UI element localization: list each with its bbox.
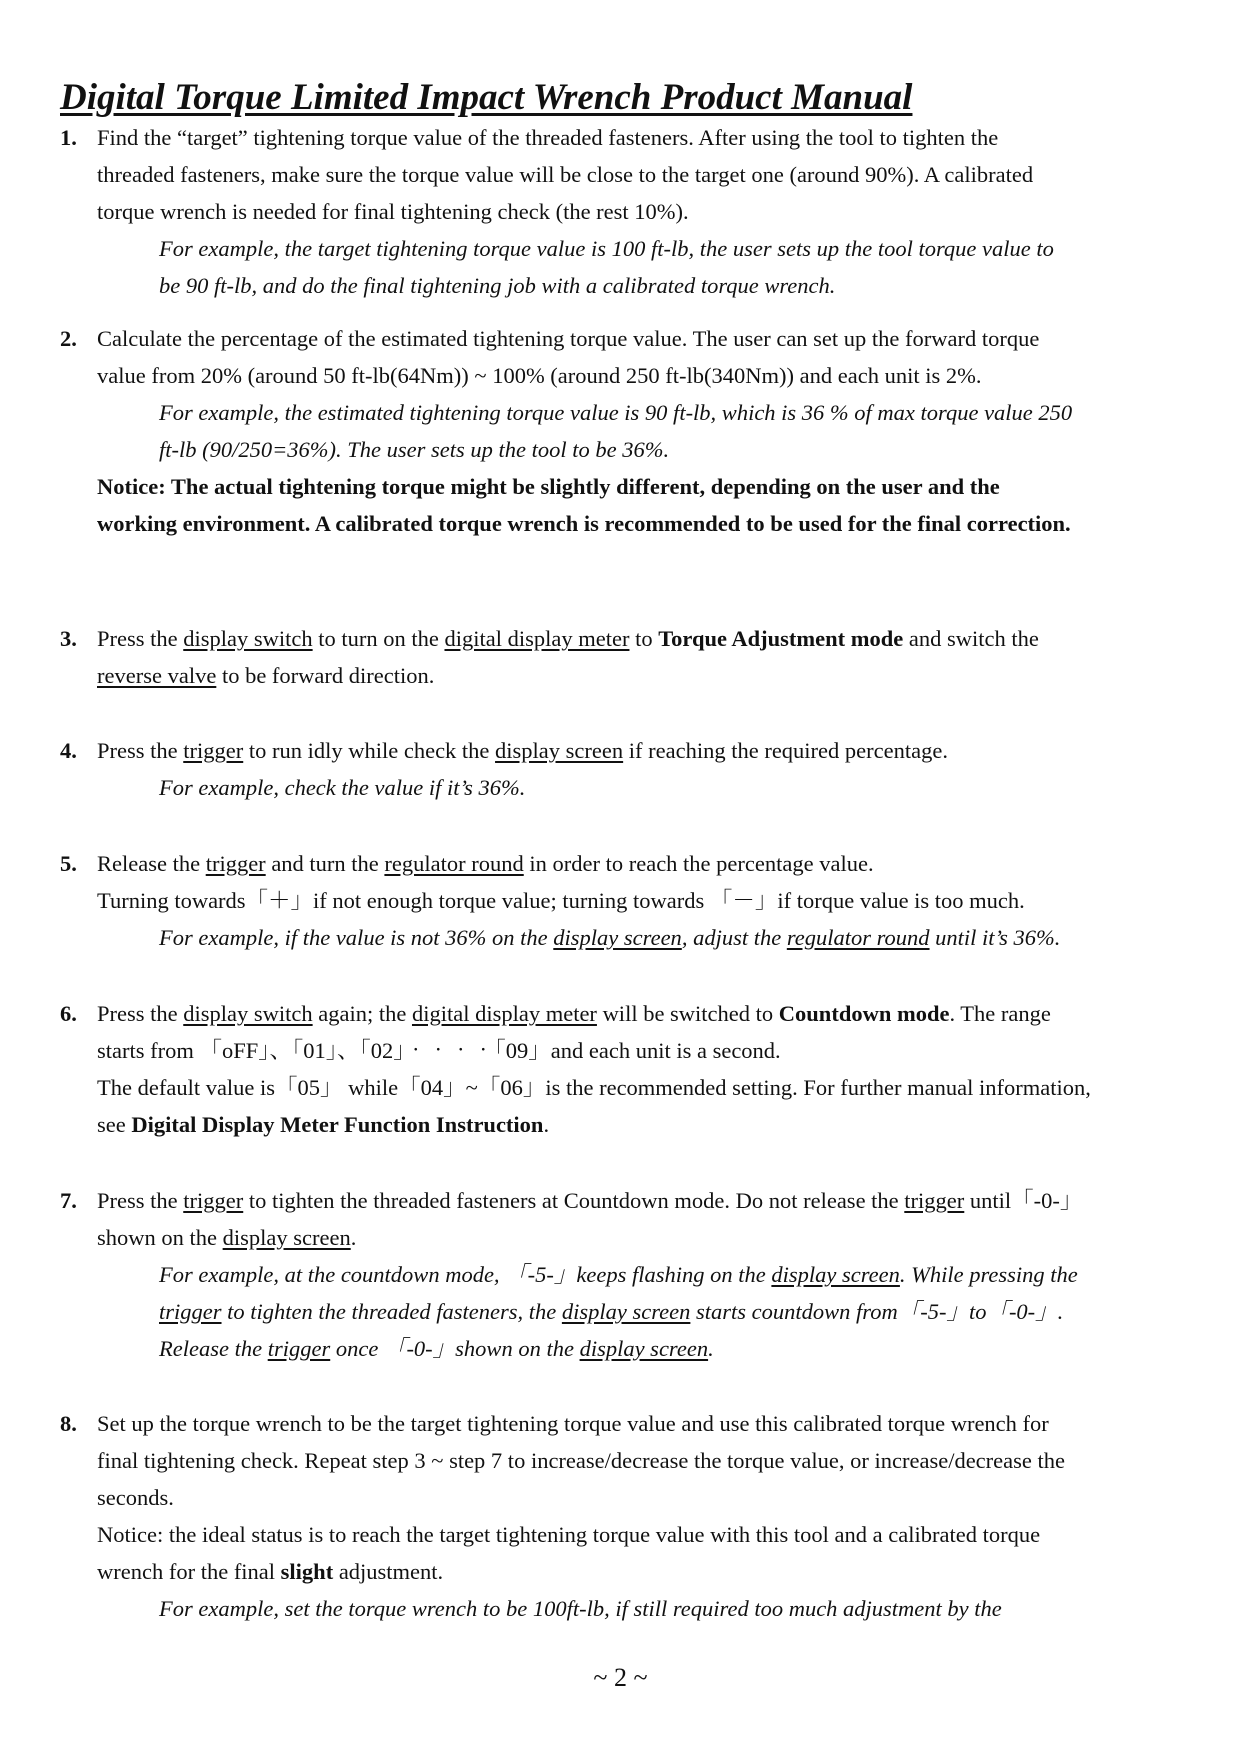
- text-line: torque wrench is needed for final tightening check (the rest 10%).: [97, 199, 689, 224]
- text-line: For example, the estimated tightening torque value is 90 ft-lb, which is 36 % of max torque value 250: [159, 400, 1073, 425]
- step-text: [97, 620, 1190, 694]
- underlined-term: display screen: [495, 738, 624, 763]
- text-run: Release the: [159, 1336, 268, 1361]
- example-text: [159, 919, 1190, 956]
- text-run: For example, if the value is not 36% on the: [159, 925, 554, 950]
- underlined-term: trigger: [267, 1336, 331, 1361]
- text-line: ft-lb (90/250=36%). The user sets up the tool to be 36%.: [159, 437, 670, 462]
- text-line: seconds.: [97, 1485, 174, 1510]
- text-run: once 「-0-」shown on the: [330, 1336, 580, 1361]
- step-text: [97, 845, 1190, 919]
- text-line: The default value is「05」 while「04」~「06」is the recommended setting. For further manual information,: [97, 1075, 1091, 1100]
- text-run: to turn on the: [312, 626, 445, 651]
- underlined-term: display screen: [771, 1262, 900, 1287]
- text-run: to tighten the threaded fasteners, the: [221, 1299, 562, 1324]
- example-text: [159, 1256, 1190, 1367]
- text-run: see: [97, 1112, 132, 1137]
- step-2: [60, 320, 1190, 542]
- text-line: Calculate the percentage of the estimated tightening torque value. The user can set up the forward torque: [97, 326, 1040, 351]
- text-run: Press the: [97, 738, 184, 763]
- text-line: For example, the target tightening torque value is 100 ft-lb, the user sets up the tool torque value to: [159, 236, 1054, 261]
- text-run: until it’s 36%.: [929, 925, 1061, 950]
- bold-term: Countdown mode: [778, 1001, 950, 1026]
- page-number: ~ 2 ~: [593, 1663, 648, 1692]
- text-line: Find the “target” tightening torque value of the threaded fasteners. After using the tool to tighten the: [97, 125, 999, 150]
- underlined-term: trigger: [205, 851, 266, 876]
- text-run: Press the: [97, 1001, 184, 1026]
- step-text: [97, 119, 1190, 230]
- step-6: [60, 995, 1190, 1143]
- step-number: 6.: [60, 1001, 77, 1026]
- step-7: [60, 1182, 1190, 1367]
- underlined-term: trigger: [159, 1299, 222, 1324]
- bold-term: Torque Adjustment mode: [658, 626, 904, 651]
- text-line: [97, 845, 1190, 882]
- underlined-term: reverse valve: [97, 663, 217, 688]
- underlined-term: display screen: [553, 925, 682, 950]
- step-number: 3.: [60, 626, 77, 651]
- text-line: be 90 ft-lb, and do the final tightening job with a calibrated torque wrench.: [159, 273, 836, 298]
- text-run: shown on the: [97, 1225, 223, 1250]
- text-line: [97, 1106, 1190, 1143]
- text-run: to tighten the threaded fasteners at Countdown mode. Do not release the: [243, 1188, 905, 1213]
- text-run: starts countdown from「-5-」to「-0-」.: [690, 1299, 1064, 1324]
- text-line: starts from 「oFF」、「01」、「02」‧‧‧‧「09」and each unit is a second.: [97, 1038, 781, 1063]
- step-number: 1.: [60, 125, 77, 150]
- text-line: [97, 620, 1190, 657]
- text-line: Notice: The actual tightening torque might be slightly different, depending on the user and the: [97, 474, 1000, 499]
- text-line: [97, 1553, 1190, 1590]
- text-run: to be forward direction.: [216, 663, 435, 688]
- step-text: [97, 1182, 1190, 1256]
- bold-term: Digital Display Meter Function Instruction: [131, 1112, 544, 1137]
- notice-text: [97, 468, 1190, 542]
- text-run: to: [629, 626, 659, 651]
- text-line: [97, 1219, 1190, 1256]
- example-text: For example, check the value if it’s 36%.: [159, 775, 526, 800]
- step-1: [60, 119, 1190, 304]
- text-line: [159, 1256, 1190, 1293]
- example-text: [159, 230, 1190, 304]
- text-line: [159, 1293, 1190, 1330]
- underlined-term: regulator round: [384, 851, 524, 876]
- text-run: Press the: [97, 626, 184, 651]
- text-run: again; the: [312, 1001, 412, 1026]
- text-line: [97, 732, 1190, 769]
- text-line: final tightening check. Repeat step 3 ~ step 7 to increase/decrease the torque value, or increase/decrease the: [97, 1448, 1065, 1473]
- text-line: Turning towards「＋」if not enough torque value; turning towards 「－」if torque value is too much.: [97, 888, 1025, 913]
- text-line: working environment. A calibrated torque wrench is recommended to be used for the final correction.: [97, 511, 1071, 536]
- underlined-term: digital display meter: [444, 626, 630, 651]
- step-text: [97, 732, 1190, 769]
- underlined-term: trigger: [904, 1188, 965, 1213]
- text-line: [97, 1182, 1190, 1219]
- example-text: [159, 394, 1190, 468]
- text-run: .: [708, 1336, 714, 1361]
- step-4: [60, 732, 1190, 806]
- underlined-term: display switch: [183, 626, 313, 651]
- step-number: 2.: [60, 326, 77, 351]
- page-title: Digital Torque Limited Impact Wrench Product Manual: [60, 77, 913, 118]
- text-run: and switch the: [903, 626, 1039, 651]
- text-run: Press the: [97, 1188, 184, 1213]
- underlined-term: display switch: [183, 1001, 313, 1026]
- step-number: 7.: [60, 1188, 77, 1213]
- step-3: [60, 620, 1190, 694]
- underlined-term: regulator round: [786, 925, 930, 950]
- step-number: 8.: [60, 1411, 77, 1436]
- step-number: 4.: [60, 738, 77, 763]
- text-run: , adjust the: [681, 925, 787, 950]
- underlined-term: display screen: [579, 1336, 709, 1361]
- step-8: [60, 1405, 1190, 1627]
- underlined-term: trigger: [183, 738, 244, 763]
- text-run: adjustment.: [333, 1559, 444, 1584]
- text-line: Notice: the ideal status is to reach the target tightening torque value with this tool and a calibrated torque: [97, 1522, 1041, 1547]
- text-line: [159, 1330, 1190, 1367]
- text-run: wrench for the final: [97, 1559, 281, 1584]
- example-text: For example, set the torque wrench to be 100ft-lb, if still required too much adjustment by the: [159, 1596, 1002, 1621]
- text-run: Release the: [97, 851, 206, 876]
- underlined-term: digital display meter: [411, 1001, 597, 1026]
- bold-term: slight: [280, 1559, 334, 1584]
- text-line: Set up the torque wrench to be the target tightening torque value and use this calibrated torque wrench for: [97, 1411, 1049, 1436]
- text-run: in order to reach the percentage value.: [523, 851, 874, 876]
- underlined-term: display screen: [561, 1299, 691, 1324]
- text-line: [97, 657, 1190, 694]
- step-5: [60, 845, 1190, 956]
- text-line: [97, 995, 1190, 1032]
- underlined-term: trigger: [183, 1188, 244, 1213]
- text-run: .: [350, 1225, 357, 1250]
- text-run: . The range: [949, 1001, 1051, 1026]
- text-run: will be switched to: [596, 1001, 779, 1026]
- text-line: value from 20% (around 50 ft-lb(64Nm)) ~ 100% (around 250 ft-lb(340Nm)) and each unit is 2%.: [97, 363, 982, 388]
- text-run: and turn the: [265, 851, 385, 876]
- text-run: For example, at the countdown mode, 「-5-」keeps flashing on the: [159, 1262, 772, 1287]
- text-line: threaded fasteners, make sure the torque value will be close to the target one (around 90%). A calibrated: [97, 162, 1034, 187]
- text-run: .: [543, 1112, 550, 1137]
- text-run: if reaching the required percentage.: [623, 738, 948, 763]
- underlined-term: display screen: [222, 1225, 351, 1250]
- text-run: . While pressing the: [899, 1262, 1078, 1287]
- text-run: until「-0-」: [964, 1188, 1083, 1213]
- step-text: [97, 1405, 1190, 1590]
- step-text: [97, 320, 1190, 394]
- text-run: to run idly while check the: [243, 738, 496, 763]
- step-text: [97, 995, 1190, 1143]
- step-number: 5.: [60, 851, 77, 876]
